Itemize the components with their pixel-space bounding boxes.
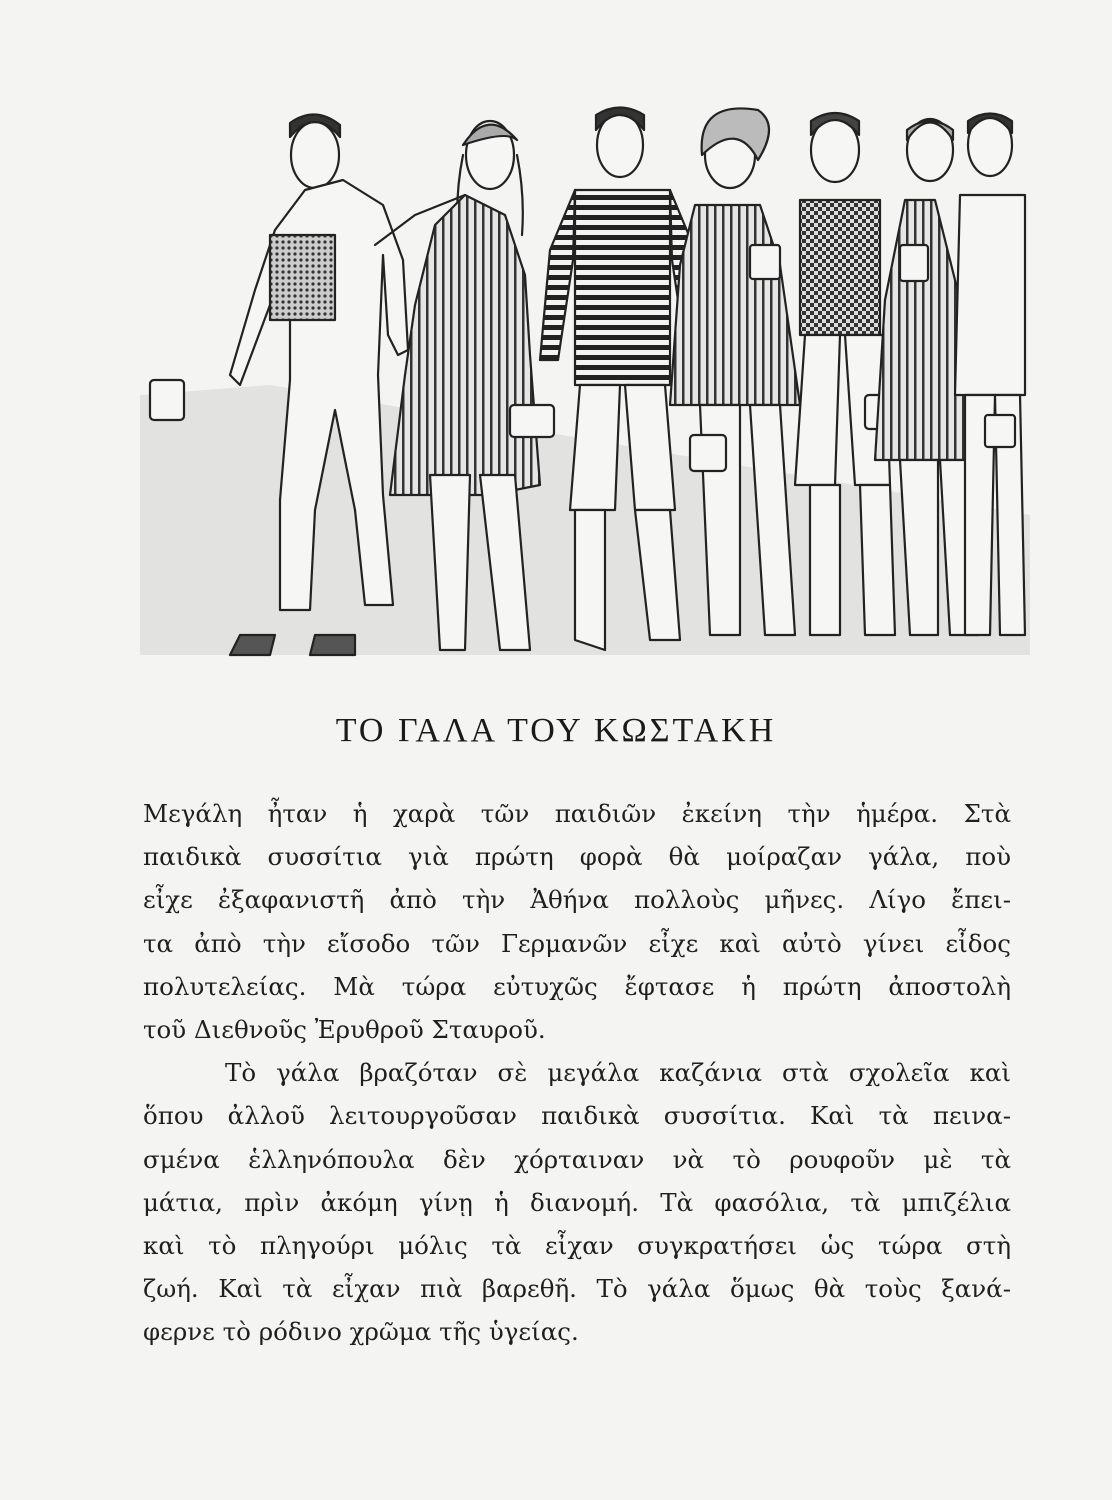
- cup-7: [985, 415, 1015, 447]
- text-line: ζωή. Καὶ τὰ εἶχαν πιὰ βαρεθῆ. Τὸ γάλα ὅμως θὰ τοὺς ξανά-: [143, 1274, 1011, 1304]
- text-line: τοῦ Διεθνοῦς Ἐρυθροῦ Σταυροῦ.: [143, 1015, 546, 1045]
- body-text: [143, 792, 1011, 1354]
- children-illustration: [130, 95, 1030, 670]
- text-line: φερνε τὸ ρόδινο χρῶμα τῆς ὑγείας.: [143, 1317, 579, 1347]
- text-line: ὅπου ἀλλοῦ λειτουργοῦσαν παιδικὰ συσσίτια. Καὶ τὰ πεινα-: [143, 1101, 1011, 1131]
- cup-4: [690, 435, 726, 471]
- text-line: μάτια, πρὶν ἀκόμη γίνῃ ἡ διανομή. Τὰ φασόλια, τὰ μπιζέλια: [143, 1187, 1011, 1217]
- chapter-title: ΤΟ ΓΑΛΑ ΤΟΥ ΚΩΣΤΑΚΗ: [335, 712, 777, 749]
- cup-1: [150, 380, 184, 420]
- text-line: Μεγάλη ἦταν ἡ χαρὰ τῶν παιδιῶν ἐκείνη τὴν ἡμέρα. Στὰ: [143, 799, 1011, 828]
- cup-4b: [750, 245, 780, 279]
- text-line: Τὸ γάλα βραζόταν σὲ μεγάλα καζάνια στὰ σχολεῖα καὶ: [225, 1058, 1011, 1088]
- text-line: καὶ τὸ πληγούρι μόλις τὰ εἶχαν συγκρατήσει ὡς τώρα στὴ: [143, 1231, 1011, 1261]
- text-line: πολυτελείας. Μὰ τώρα εὐτυχῶς ἔφτασε ἡ πρώτη ἀποστολὴ: [143, 971, 1011, 1001]
- text-line: τα ἀπὸ τὴν εἴσοδο τῶν Γερμανῶν εἶχε καὶ αὐτὸ γίνει εἶδος: [143, 928, 1011, 958]
- text-line: εἶχε ἐξαφανιστῆ ἀπὸ τὴν Ἀθήνα πολλοὺς μῆνες. Λίγο ἔπει-: [143, 885, 1011, 915]
- text-line: σμένα ἑλληνόπουλα δὲν χόρταιναν νὰ τὸ ρουφοῦν μὲ τὰ: [143, 1144, 1011, 1174]
- text-line: παιδικὰ συσσίτια γιὰ πρώτη φορὰ θὰ μοίραζαν γάλα, ποὺ: [143, 842, 1011, 872]
- cup-3: [510, 405, 554, 437]
- illustration-drawing: [130, 95, 1030, 670]
- child-7: [955, 114, 1025, 636]
- cup-6: [900, 245, 928, 281]
